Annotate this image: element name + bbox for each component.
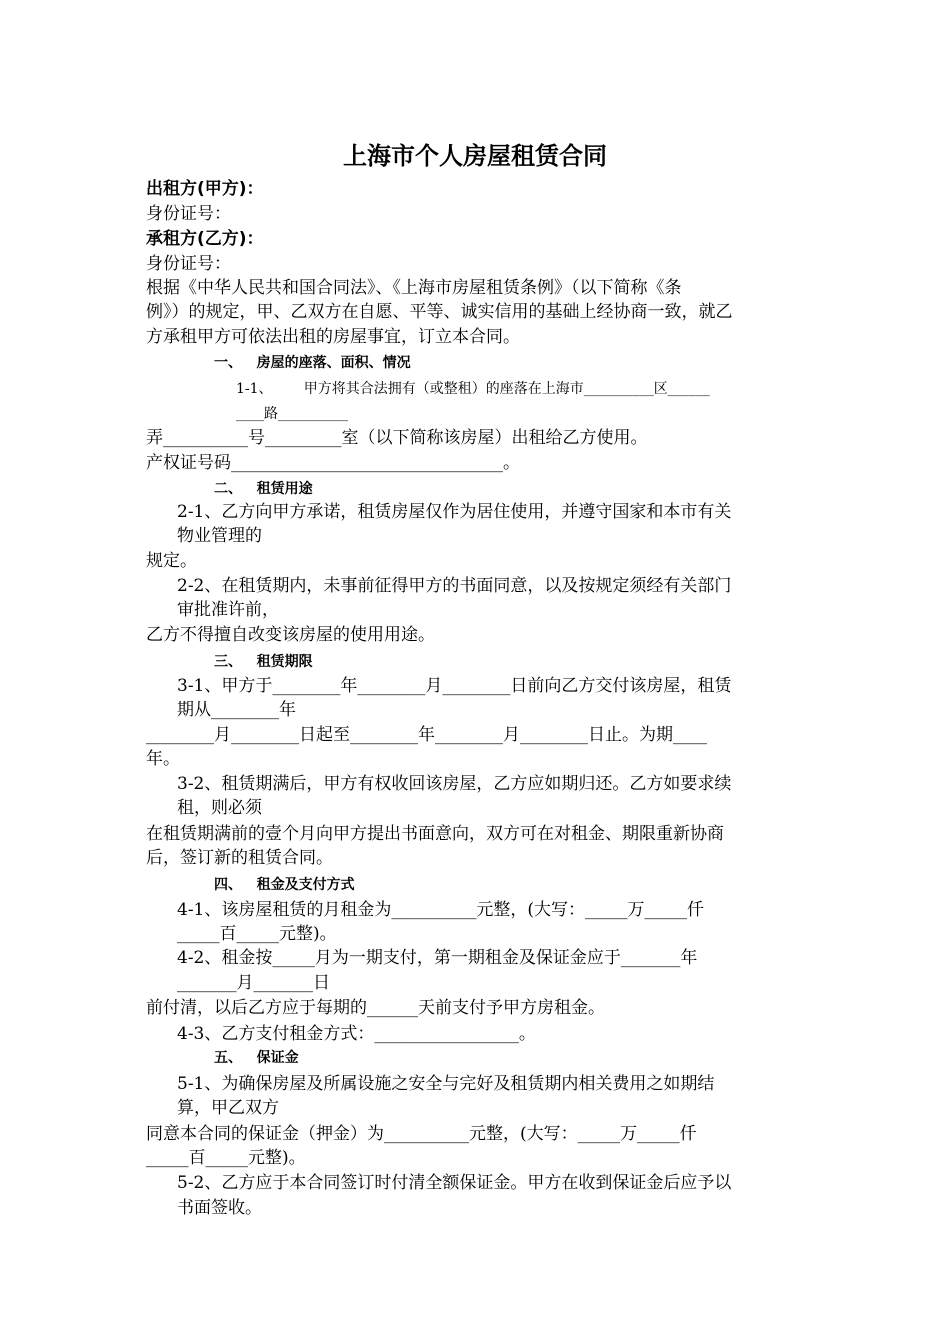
preamble-line: 方承租甲方可依法出租的房屋事宜，订立本合同。	[146, 327, 520, 347]
clause-text: 4-3、乙方支付租金方式：_________________。	[177, 1024, 536, 1044]
clause-text: 规定。	[146, 551, 197, 571]
clause-text: 5-2、乙方应于本合同签订时付清全额保证金。甲方在收到保证金后应予以	[177, 1173, 732, 1193]
clause-text: 物业管理的	[177, 526, 262, 546]
clause-text: 3-1、甲方于________年________月________日前向乙方交付该房屋，租赁	[177, 676, 732, 696]
section-heading: 三、 租赁期限	[214, 654, 313, 670]
preamble-line: 例》）的规定，甲、乙双方在自愿、平等、诚实信用的基础上经协商一致，就乙	[146, 302, 733, 322]
clause-text: 后，签订新的租赁合同。	[146, 848, 333, 868]
section-heading: 四、 租金及支付方式	[214, 877, 355, 893]
clause-text: 产权证号码________________________________。	[146, 453, 520, 473]
clause-text: 5-1、为确保房屋及所属设施之安全与完好及租赁期内相关费用之如期结	[177, 1074, 715, 1094]
lessor-id-label: 身份证号：	[146, 204, 231, 224]
clause-text: 同意本合同的保证金（押金）为__________元整，(大写：_____万_____仟	[146, 1124, 697, 1144]
clause-text: _______月_______日	[177, 973, 330, 993]
clause-text: 2-2、在租赁期内，未事前征得甲方的书面同意，以及按规定须经有关部门	[177, 576, 732, 596]
clause-text: 弄__________号_________室（以下简称该房屋）出租给乙方使用。	[146, 428, 648, 448]
clause-text: 年。	[146, 749, 180, 769]
clause-text: 审批准许前，	[177, 600, 279, 620]
lessee-id-label: 身份证号：	[146, 254, 231, 274]
clause-text: 乙方不得擅自改变该房屋的使用用途。	[146, 625, 435, 645]
clause-text: 3-2、租赁期满后，甲方有权收回该房屋，乙方应如期归还。乙方如要求续	[177, 774, 732, 794]
clause-text: 期从________年	[177, 700, 296, 720]
lessee-label: 承租方(乙方)：	[146, 229, 264, 249]
preamble-line: 根据《中华人民共和国合同法》、《上海市房屋租赁条例》（以下简称《条	[146, 278, 682, 298]
clause-text: 租，则必须	[177, 798, 262, 818]
clause-text: 算，甲乙双方	[177, 1098, 279, 1118]
clause-text: _____百_____元整)。	[146, 1148, 306, 1168]
clause-text: 在租赁期满前的壹个月向甲方提出书面意向，双方可在对租金、期限重新协商	[146, 824, 724, 844]
clause-text: _____百_____元整)。	[177, 924, 337, 944]
contract-title: 上海市个人房屋租赁合同	[343, 142, 607, 170]
section-heading: 五、 保证金	[214, 1050, 299, 1066]
clause-text: 书面签收。	[177, 1198, 262, 1218]
section-heading: 二、 租赁用途	[214, 481, 313, 497]
clause-text: 前付清，以后乙方应于每期的______天前支付予甲方房租金。	[146, 998, 605, 1018]
clause-text: ____路__________	[236, 406, 348, 422]
lessor-label: 出租方(甲方)：	[146, 179, 264, 199]
clause-text: ________月________日起至________年________月________日止。为期____	[146, 725, 707, 745]
clause-text: 1-1、 甲方将其合法拥有（或整租）的座落在上海市__________区______	[236, 381, 710, 397]
clause-text: 4-2、租金按_____月为一期支付，第一期租金及保证金应于_______年	[177, 948, 698, 968]
clause-text: 2-1、乙方向甲方承诺，租赁房屋仅作为居住使用，并遵守国家和本市有关	[177, 502, 732, 522]
clause-text: 4-1、该房屋租赁的月租金为__________元整，(大写：_____万_____仟	[177, 900, 705, 920]
section-heading: 一、 房屋的座落、面积、情况	[214, 355, 411, 371]
